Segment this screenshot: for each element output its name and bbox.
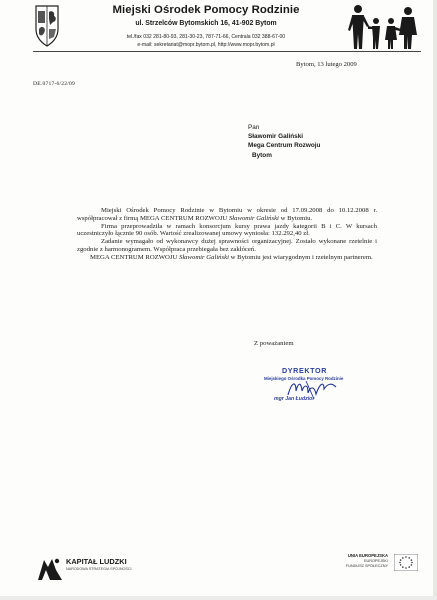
footer-left-subtitle: NARODOWA STRATEGIA SPÓJNOŚCI xyxy=(66,567,132,571)
closing: Z poważaniem xyxy=(254,340,294,347)
bytom-crest-icon xyxy=(34,3,60,47)
stamp-org: Miejskiego Ośrodka Pomocy Rodzinie xyxy=(264,376,344,381)
footer-right-title: UNIA EUROPEJSKA xyxy=(347,553,388,558)
reference-number: DE.0717-6/22/09 xyxy=(33,81,75,87)
stamp-person: mgr Jan Łudzior xyxy=(274,396,315,402)
footer-right-line1: EUROPEJSKI xyxy=(363,559,388,563)
org-address: ul. Strzelców Bytomskich 16, 41-902 Bytom xyxy=(135,20,277,27)
paragraph: MEGA CENTRUM ROZWOJU Sławomir Galiński w Bytomiu jest wiarygodnym i rzetelnym partnerem. xyxy=(90,253,373,261)
stamp-title: DYREKTOR xyxy=(282,366,328,375)
recipient-company: Mega Centrum Rozwoju xyxy=(248,142,321,150)
recipient-city: Bytom xyxy=(252,151,272,159)
paragraph: Firma przeprowadziła w ramach konsorcjum kursy prawa jazdy kategorii B i C. W kursach uczestniczyło łącznie 90 osób. Wartość zrealizowanej umowy wyniosła: 132.292,40 zł. xyxy=(77,222,377,238)
family-logo-icon xyxy=(346,4,420,50)
recipient-address xyxy=(248,123,320,160)
contractor-name: Sławomir Galiński xyxy=(228,214,279,222)
letter-body xyxy=(77,207,377,262)
recipient-salutation: Pan xyxy=(248,124,260,131)
director-stamp xyxy=(264,366,376,410)
contractor-name: Sławomir Galiński xyxy=(178,253,229,261)
footer-right-line2: FUNDUSZ SPOŁECZNY xyxy=(345,564,388,568)
kapital-ludzki-logo-icon xyxy=(35,556,65,582)
paragraph: Zadanie wymagało od wykonawcy dużej sprawności organizacyjnej. Zostało wykonane rzetelnie i zgodnie z harmonogramem. Współpraca przebiegała bez zakłóceń. xyxy=(77,238,377,253)
org-phones: tel./fax 032 281-80-93, 281-30-23, 787-71-66, Centrala 032 388-67-00 xyxy=(126,34,286,40)
org-name: Miejski Ośrodek Pomocy Rodzinie xyxy=(112,4,300,16)
letter-date: Bytom, 13 lutego 2009 xyxy=(296,61,357,68)
recipient-name: Sławomir Galiński xyxy=(248,133,304,141)
org-contact: e-mail: sekretariat@mopr.bytom.pl, http://www.mopr.bytom.pl xyxy=(137,42,275,48)
paragraph: Miejski Ośrodek Pomocy Rodzinie w Bytomiu w okresie od 17.09.2008 do 10.12.2008 r. współpracował z firmą MEGA CENTRUM ROZWOJU Sławomir Galiński w Bytomiu. xyxy=(77,207,377,222)
footer-left-title: KAPITAŁ LUDZKI xyxy=(66,557,127,566)
header-divider xyxy=(33,51,421,52)
eu-flag-icon xyxy=(394,554,418,571)
eu-label xyxy=(306,553,388,569)
